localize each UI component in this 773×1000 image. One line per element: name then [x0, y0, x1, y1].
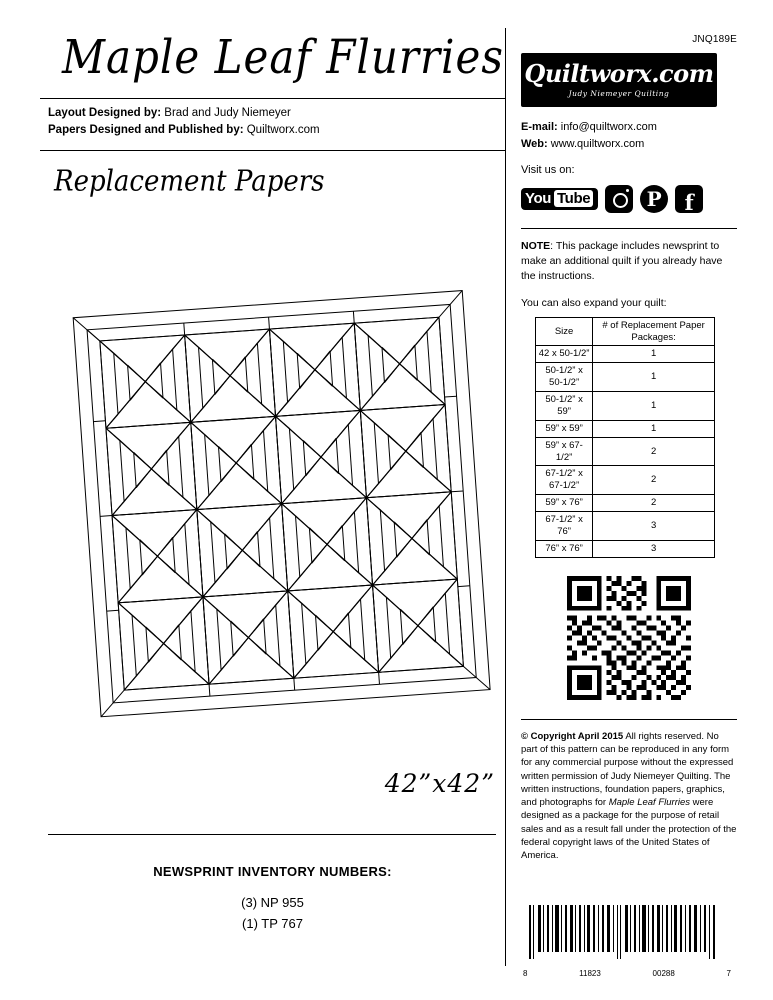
inventory-heading: NEWSPRINT INVENTORY NUMBERS: — [153, 864, 392, 879]
cell-size: 50-1/2” x 50-1/2” — [536, 363, 593, 392]
cell-size: 59” x 76” — [536, 495, 593, 512]
email-label: E-mail: — [521, 121, 558, 133]
social-divider — [521, 228, 737, 229]
credit-papers-value: Quiltworx.com — [243, 123, 320, 136]
cell-size: 50-1/2” x 59” — [536, 392, 593, 421]
web-label: Web: — [521, 137, 548, 150]
credit-papers — [48, 122, 505, 139]
copyright-pattern-name: Maple Leaf Flurries — [608, 797, 690, 809]
inventory-list — [40, 892, 505, 935]
youtube-tube-text: Tube — [554, 190, 593, 207]
size-table — [535, 317, 715, 558]
barcode-right-digit: 7 — [726, 969, 731, 978]
web-value[interactable]: www.quiltworx.com — [547, 137, 645, 150]
cell-size: 67-1/2” x 76” — [536, 512, 593, 541]
cell-packages: 3 — [593, 540, 715, 557]
title-divider — [40, 98, 505, 99]
copyright-mark: © Copyright April 2015 — [521, 730, 624, 742]
qr-code[interactable] — [567, 576, 737, 705]
pinterest-letter: P — [646, 187, 662, 211]
table-row — [536, 363, 715, 392]
cell-size: 59” x 59” — [536, 420, 593, 437]
subtitle: Replacement Papers — [54, 165, 325, 199]
cell-packages: 3 — [593, 512, 715, 541]
right-column — [521, 34, 737, 863]
credit-papers-label: Papers Designed and Published by: — [48, 123, 244, 136]
list-item: (1) TP 767 — [242, 916, 303, 932]
note-label: NOTE — [521, 240, 551, 252]
table-row — [536, 392, 715, 421]
logo-wordmark: Quiltworx.com — [524, 59, 714, 88]
youtube-you-text: You — [525, 190, 552, 207]
quilt-illustration — [32, 259, 522, 759]
visit-us-label: Visit us on: — [521, 164, 575, 176]
credit-layout-value: Brad and Judy Niemeyer — [161, 107, 291, 119]
contact-email — [521, 119, 737, 136]
cell-size: 67-1/2” x 67-1/2” — [536, 466, 593, 495]
table-row — [536, 540, 715, 557]
cell-packages: 1 — [593, 346, 715, 363]
note-text: : This package includes newsprint to make an additional quilt if you already have the instructions. — [521, 240, 723, 283]
page-title: Maple Leaf Flurries — [62, 29, 504, 85]
column-divider — [505, 28, 506, 966]
logo-tagline: Judy Niemeyer Quilting — [568, 89, 670, 98]
barcode-group-2: 00288 — [652, 969, 675, 978]
expand-text: You can also expand your quilt: — [521, 296, 667, 309]
quiltworx-logo — [521, 53, 717, 107]
table-header-row — [536, 317, 715, 346]
table-row — [536, 346, 715, 363]
barcode — [521, 905, 733, 978]
pinterest-icon[interactable] — [640, 185, 668, 213]
barcode-group-1: 11823 — [579, 969, 601, 978]
copyright-divider — [521, 719, 737, 720]
cell-packages: 1 — [593, 392, 715, 421]
youtube-icon[interactable] — [521, 188, 598, 210]
social-links — [521, 184, 737, 214]
column-header-packages: # of Replacement Paper Packages: — [593, 317, 715, 346]
table-row — [536, 437, 715, 466]
instagram-icon[interactable] — [605, 185, 633, 213]
credit-layout-label: Layout Designed by: — [48, 107, 162, 119]
credits-block — [40, 105, 505, 138]
table-row — [536, 495, 715, 512]
barcode-left-digit: 8 — [523, 969, 528, 978]
table-row — [536, 420, 715, 437]
cell-packages: 2 — [593, 495, 715, 512]
cell-packages: 2 — [593, 466, 715, 495]
list-item: (3) NP 955 — [241, 895, 304, 910]
cell-packages: 1 — [593, 420, 715, 437]
copyright-text-1: All rights reserved. No part of this pattern can be reproduced in any form for any commercial purpose without the expressed written permission of Judy Niemeyer Quilting. The written instructions, foundation papers, graphics, and photographs for — [521, 730, 734, 809]
credits-divider — [40, 150, 505, 151]
cell-packages: 2 — [593, 437, 715, 466]
sku-code: JNQ189E — [692, 34, 737, 45]
inventory-divider — [48, 834, 496, 835]
contact-block — [521, 119, 737, 152]
facebook-letter: f — [684, 190, 694, 216]
barcode-digits — [521, 969, 733, 978]
cell-size: 76” x 76” — [536, 540, 593, 557]
copyright-block — [521, 730, 737, 863]
cell-size: 59” x 67-1/2” — [536, 437, 593, 466]
copyright-text-2: were designed as a package for the purpose of retail sales and as a result fall under the protection of the federal copyright laws of the United States of America. — [521, 797, 737, 862]
column-header-size: Size — [536, 317, 593, 346]
facebook-icon[interactable] — [675, 185, 703, 216]
contact-web — [521, 136, 737, 153]
left-column — [40, 29, 505, 964]
table-row — [536, 512, 715, 541]
table-row — [536, 466, 715, 495]
credit-layout — [48, 105, 505, 122]
cell-size: 42 x 50-1/2” — [536, 346, 593, 363]
quilt-size-label: 42”x42” — [384, 769, 495, 798]
email-value[interactable]: info@quiltworx.com — [557, 121, 657, 133]
cell-packages: 1 — [593, 363, 715, 392]
note-block — [521, 239, 737, 285]
